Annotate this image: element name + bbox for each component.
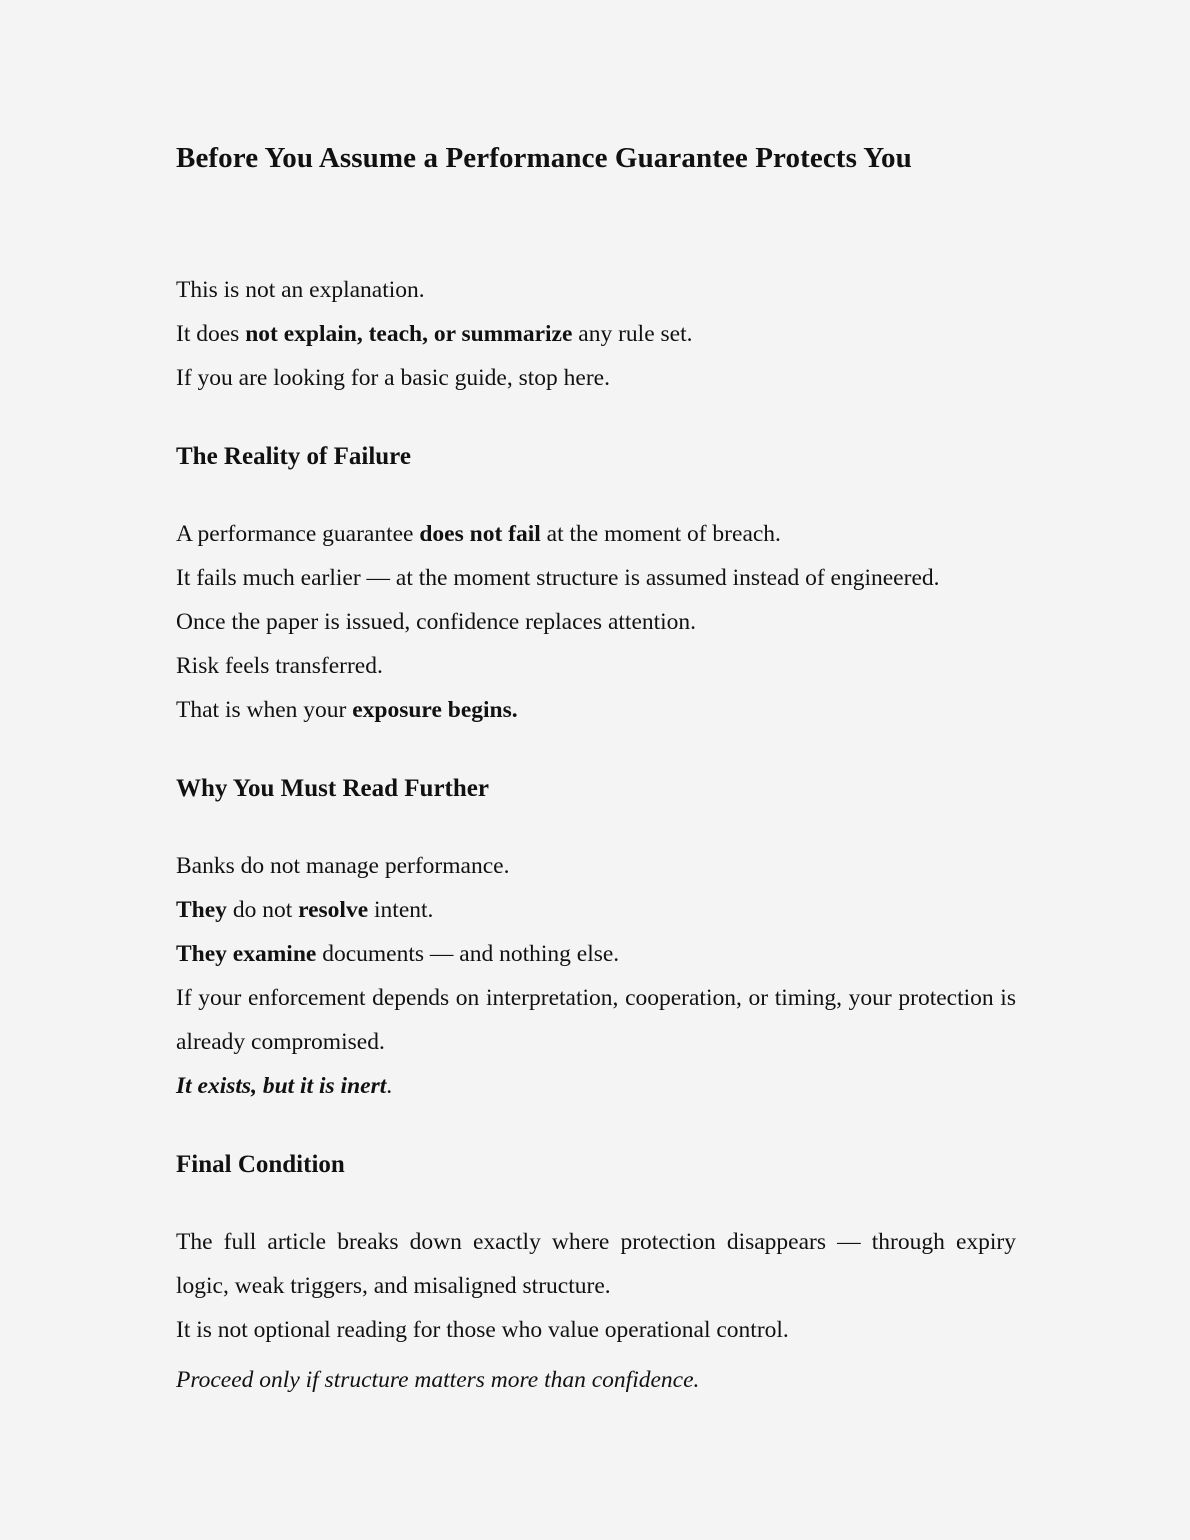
section-body-reality	[176, 512, 1016, 732]
document-title: Before You Assume a Performance Guarantee Protects You	[176, 142, 912, 174]
section-heading-final: Final Condition	[176, 1151, 345, 1178]
further-line-2-bold-a: They	[176, 897, 227, 923]
further-line-5	[176, 1064, 1016, 1108]
further-line-2-tail: intent.	[368, 897, 434, 923]
reality-line-5-text: That is when your	[176, 697, 353, 723]
reality-line-2: It fails much earlier — at the moment structure is assumed instead of engineered.	[176, 565, 940, 591]
intro-line-2-text: It does	[176, 321, 246, 347]
further-line-3	[176, 932, 1016, 976]
reality-line-1-tail: at the moment of breach.	[540, 521, 781, 547]
further-line-2-text: do not	[226, 897, 299, 923]
reality-line-5	[176, 688, 1016, 732]
further-line-4: If your enforcement depends on interpretation, cooperation, or timing, your protection is already compromised.	[176, 985, 1016, 1055]
reality-line-4: Risk feels transferred.	[176, 653, 383, 679]
further-line-2-bold-b: resolve	[298, 897, 369, 923]
intro-line-3: If you are looking for a basic guide, stop here.	[176, 365, 610, 391]
reality-line-1-bold: does not fail	[419, 521, 541, 547]
reality-line-1	[176, 512, 1016, 556]
further-line-2	[176, 888, 1016, 932]
intro-line-1: This is not an explanation.	[176, 277, 425, 303]
further-line-5-tail: .	[386, 1073, 393, 1099]
further-line-1: Banks do not manage performance.	[176, 853, 510, 879]
reality-line-3: Once the paper is issued, confidence replaces attention.	[176, 609, 697, 635]
document-content	[176, 128, 1016, 1402]
final-line-2: It is not optional reading for those who value operational control.	[176, 1317, 789, 1343]
intro-line-2	[176, 312, 1016, 356]
final-line-3: Proceed only if structure matters more than confidence.	[176, 1367, 700, 1393]
section-heading-reality: The Reality of Failure	[176, 443, 411, 470]
section-heading-read-further: Why You Must Read Further	[176, 775, 489, 802]
reality-line-1-text: A performance guarantee	[176, 521, 420, 547]
final-line-1: The full article breaks down exactly where protection disappears — through expiry logic, weak triggers, and misaligned structure.	[176, 1229, 1016, 1299]
further-line-3-tail: documents — and nothing else.	[316, 941, 620, 967]
reality-line-5-bold: exposure begins.	[352, 697, 518, 723]
section-body-final	[176, 1220, 1016, 1402]
intro-block	[176, 268, 1016, 400]
intro-line-2-bold: not explain, teach, or summarize	[245, 321, 573, 347]
further-line-3-bold: They examine	[176, 941, 317, 967]
intro-line-2-tail: any rule set.	[572, 321, 693, 347]
further-line-5-bold-italic: It exists, but it is inert	[176, 1073, 387, 1099]
section-body-read-further	[176, 844, 1016, 1108]
